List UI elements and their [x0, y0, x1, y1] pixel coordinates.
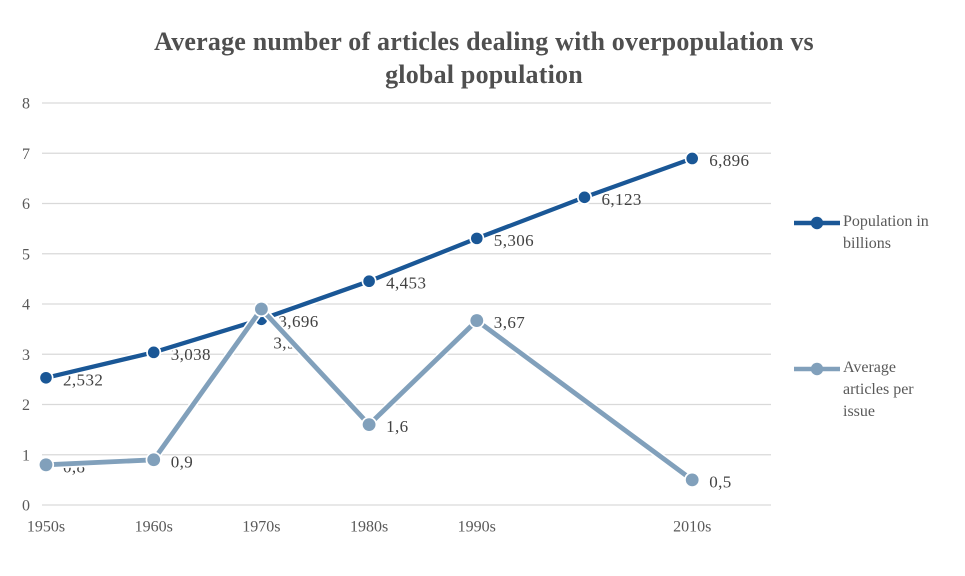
x-axis-label: 1970s — [242, 518, 281, 536]
population-in-billions-data-label: 3,696 — [278, 311, 319, 331]
average-articles-per-issue-marker — [255, 303, 268, 316]
population-in-billions-line — [46, 159, 692, 378]
population-in-billions-marker — [471, 233, 483, 245]
x-axis-label: 1960s — [134, 518, 173, 536]
legend-label: Average articles per issue — [843, 359, 914, 420]
y-axis-label: 3 — [22, 346, 30, 364]
average-articles-per-issue-marker — [363, 418, 376, 431]
y-axis-label: 7 — [22, 145, 30, 163]
average-articles-per-issue-data-label: 3,67 — [493, 313, 526, 333]
average-articles-per-issue-data-label: 3,9 — [273, 333, 296, 353]
legend-item-average-articles-per-issue — [793, 357, 945, 423]
population-in-billions-data-label: 2,532 — [63, 370, 104, 390]
legend-line-marker-icon — [793, 361, 841, 377]
y-axis-label: 2 — [22, 397, 30, 414]
legend-item-population-in-billions — [793, 211, 945, 255]
x-axis-label: 1990s — [457, 518, 496, 536]
population-in-billions-marker — [148, 347, 160, 359]
average-articles-per-issue-marker — [686, 473, 699, 486]
population-in-billions-data-label: 6,896 — [709, 150, 750, 170]
x-axis-label: 2010s — [673, 518, 712, 536]
population-in-billions-marker — [40, 372, 52, 384]
population-in-billions-marker — [579, 192, 591, 204]
population-in-billions-data-label: 4,453 — [386, 273, 427, 293]
average-articles-per-issue-marker — [40, 458, 53, 471]
x-axis-label: 1950s — [26, 518, 66, 536]
population-in-billions-data-label: 6,123 — [601, 189, 642, 209]
y-axis-label: 6 — [22, 196, 30, 213]
population-in-billions-data-label: 5,306 — [493, 230, 535, 250]
y-axis-label: 4 — [22, 296, 30, 314]
y-axis-label: 5 — [22, 246, 30, 264]
average-articles-per-issue-data-label: 0,5 — [709, 472, 732, 492]
y-axis-label: 8 — [22, 95, 30, 113]
y-axis-label: 0 — [22, 497, 30, 515]
legend-line-marker-icon — [793, 215, 841, 231]
average-articles-per-issue-data-label: 0,8 — [63, 457, 86, 477]
legend-label: Population in billions — [843, 213, 929, 252]
population-in-billions-marker — [686, 153, 698, 165]
average-articles-per-issue-data-label: 0,9 — [170, 452, 194, 472]
chart-title-line-2: global population — [385, 60, 583, 89]
legend — [793, 0, 963, 576]
population-in-billions-data-label: 3,038 — [170, 344, 211, 364]
chart-title-line-1: Average number of articles dealing with overpopulation vs — [154, 27, 814, 56]
average-articles-per-issue-data-label: 1,6 — [386, 417, 409, 437]
average-articles-per-issue-marker — [147, 453, 160, 466]
population-in-billions-marker — [363, 275, 375, 287]
y-axis-label: 1 — [22, 447, 30, 465]
average-articles-per-issue-marker — [470, 314, 483, 327]
x-axis-label: 1980s — [349, 518, 389, 536]
